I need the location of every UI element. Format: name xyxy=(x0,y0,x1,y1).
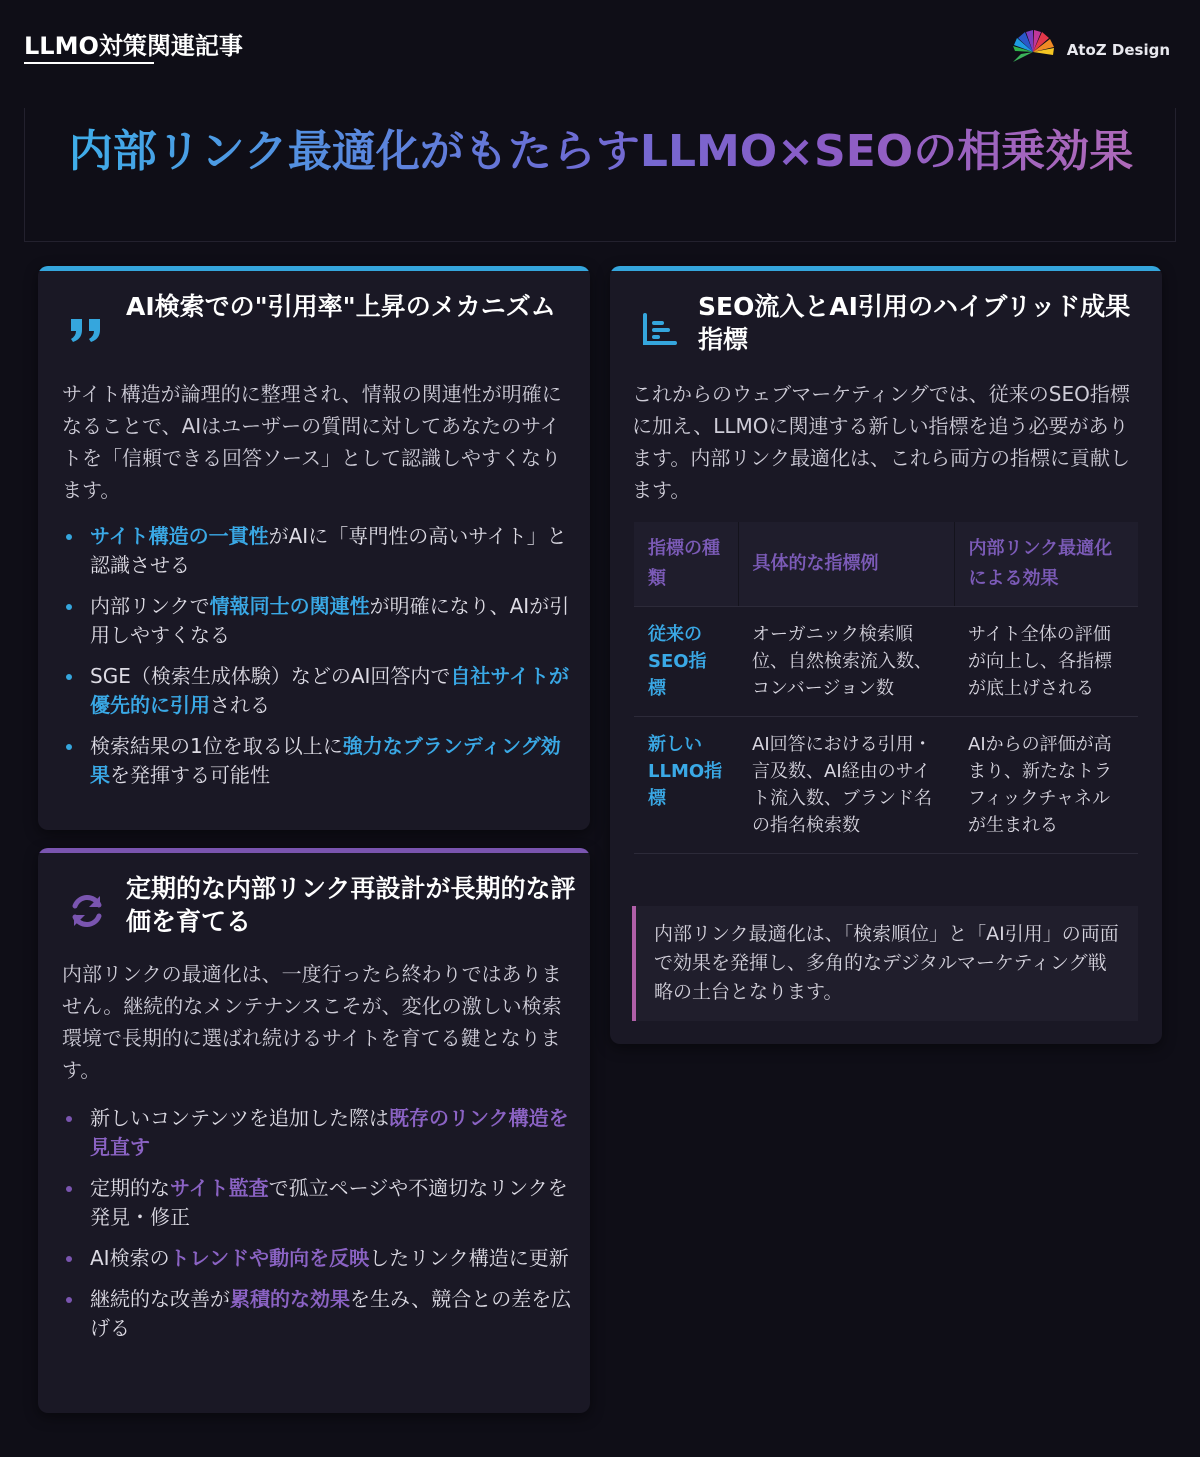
category-label: LLMO対策関連記事 xyxy=(24,32,243,60)
list-item: SGE（検索生成体験）などのAI回答内で自社サイトが優先的に引用される xyxy=(62,662,570,720)
card-header xyxy=(634,290,1144,356)
brand[interactable] xyxy=(1011,30,1170,70)
list-item: 新しいコンテンツを追加した際は既存のリンク構造を見直す xyxy=(62,1104,572,1162)
bullet-icon xyxy=(66,534,72,540)
column-header: 内部リンク最適化による効果 xyxy=(954,522,1138,607)
redesign-card xyxy=(38,848,590,1413)
column-header: 指標の種類 xyxy=(634,522,738,607)
summary-quote: 内部リンク最適化は、「検索順位」と「AI引用」の両面で効果を発揮し、多角的なデジタルマーケティング戦略の土台となります。 xyxy=(632,906,1138,1021)
bullet-icon xyxy=(66,1186,72,1192)
brand-logo-icon xyxy=(1011,30,1059,70)
bullet-icon xyxy=(66,1116,72,1122)
bullet-icon xyxy=(66,744,72,750)
table-cell: 従来のSEO指標 xyxy=(634,607,738,717)
card-intro: サイト構造が論理的に整理され、情報の関連性が明確になることで、AIはユーザーの質問に対してあなたのサイトを「信頼できる回答ソース」として認識しやすくなります。 xyxy=(62,382,562,502)
bullet-icon xyxy=(66,604,72,610)
page-title: 内部リンク最適化がもたらすLLMO×SEOの相乗効果 xyxy=(55,120,1147,184)
card-title: 定期的な内部リンク再設計が長期的な評価を育てる xyxy=(126,874,576,936)
list-item: AI検索のトレンドや動向を反映したリンク構造に更新 xyxy=(62,1244,572,1273)
card-accent-bar xyxy=(38,266,590,271)
table-header-row xyxy=(634,522,1138,607)
card-accent-bar xyxy=(610,266,1162,271)
quote-icon xyxy=(62,304,112,354)
table-cell: AIからの評価が高まり、新たなトラフィックチャネルが生まれる xyxy=(954,717,1138,854)
list-item: 検索結果の1位を取る以上に強力なブランディング効果を発揮する可能性 xyxy=(62,732,570,790)
point-list xyxy=(62,522,570,802)
table-cell: サイト全体の評価が向上し、各指標が底上げされる xyxy=(954,607,1138,717)
category-underline xyxy=(24,62,154,64)
table-row xyxy=(634,717,1138,854)
column-header: 具体的な指標例 xyxy=(738,522,954,607)
title-box xyxy=(24,108,1176,242)
bullet-icon xyxy=(66,674,72,680)
refresh-icon xyxy=(62,886,112,936)
card-title: SEO流入とAI引用のハイブリッド成果指標 xyxy=(698,292,1131,354)
card-intro: 内部リンクの最適化は、一度行ったら終わりではありません。継続的なメンテナンスこそが、変化の激しい検索環境で長期的に選ばれ続けるサイトを育てる鍵となります。 xyxy=(62,962,562,1082)
bullet-icon xyxy=(66,1297,72,1303)
metrics-card xyxy=(610,266,1162,1044)
card-header xyxy=(62,872,582,938)
card-accent-bar xyxy=(38,848,590,853)
metrics-table xyxy=(634,522,1138,854)
citation-card xyxy=(38,266,590,830)
table-cell: AI回答における引用・言及数、AI経由のサイト流入数、ブランド名の指名検索数 xyxy=(738,717,954,854)
list-item: 内部リンクで情報同士の関連性が明確になり、AIが引用しやすくなる xyxy=(62,592,570,650)
card-header xyxy=(62,290,572,354)
chart-icon xyxy=(634,304,684,354)
card-intro: これからのウェブマーケティングでは、従来のSEO指標に加え、LLMOに関連する新しい指標を追う必要があります。内部リンク最適化は、これら両方の指標に貢献します。 xyxy=(632,382,1130,502)
top-bar xyxy=(0,0,1200,90)
table-cell: オーガニック検索順位、自然検索流入数、コンバージョン数 xyxy=(738,607,954,717)
brand-name: AtoZ Design xyxy=(1066,41,1170,59)
card-title: AI検索での"引用率"上昇のメカニズム xyxy=(126,292,556,321)
table-cell: 新しいLLMO指標 xyxy=(634,717,738,854)
list-item: 定期的なサイト監査で孤立ページや不適切なリンクを発見・修正 xyxy=(62,1174,572,1232)
point-list xyxy=(62,1104,572,1355)
list-item: 継続的な改善が累積的な効果を生み、競合との差を広げる xyxy=(62,1285,572,1343)
bullet-icon xyxy=(66,1256,72,1262)
table-row xyxy=(634,607,1138,717)
list-item: サイト構造の一貫性がAIに「専門性の高いサイト」と認識させる xyxy=(62,522,570,580)
